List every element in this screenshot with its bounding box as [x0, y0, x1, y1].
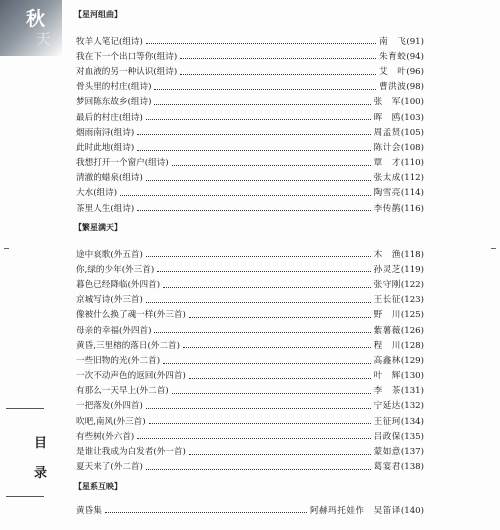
- entry-title: 有些树(外六首): [76, 431, 135, 442]
- entry-page: (94): [406, 51, 424, 62]
- entry-page: (128): [400, 340, 424, 351]
- toc-entry: [76, 244, 424, 259]
- toc-entry: [76, 259, 424, 274]
- toc-entry: [76, 46, 424, 61]
- toc-entry: [76, 320, 424, 335]
- dot-leader: [146, 180, 371, 181]
- entry-title: 黄昏,三里榕的落日(外二首): [76, 340, 180, 351]
- entry-page: (134): [400, 416, 424, 427]
- entry-author: 周孟贤: [373, 127, 401, 138]
- toc-entry: [76, 153, 424, 168]
- entry-title: 黄昏集: [76, 505, 102, 516]
- entry-page: (103): [400, 112, 424, 123]
- toc-entry: [76, 500, 424, 515]
- entry-author: 孙灵芝: [373, 264, 401, 275]
- entry-page: (125): [400, 310, 424, 321]
- entry-page: (137): [400, 447, 424, 458]
- corner-char-1: 秋: [26, 8, 47, 30]
- entry-page: (126): [400, 325, 424, 336]
- toc-entry: [76, 183, 424, 198]
- corner-char-2: 天: [36, 30, 52, 48]
- dot-leader: [189, 378, 371, 379]
- dot-leader: [146, 119, 371, 120]
- entry-author: 阿赫玛托娃作 吴笛译: [309, 505, 401, 516]
- toc-entry: [76, 441, 424, 456]
- entry-author: 王长征: [373, 295, 401, 306]
- toc-entry: [76, 305, 424, 320]
- dot-leader: [183, 347, 371, 348]
- dot-leader: [163, 287, 371, 288]
- toc-list: [76, 500, 424, 515]
- toc-list: [76, 31, 424, 213]
- dot-leader: [146, 256, 371, 257]
- entry-title: 最后的村庄(组诗): [76, 112, 143, 123]
- entry-author: 木 渔: [373, 249, 401, 260]
- entry-page: (112): [400, 173, 424, 184]
- entry-page: (130): [400, 371, 424, 382]
- entry-author: 朱育蛟: [379, 51, 407, 62]
- entry-page: (105): [400, 127, 424, 138]
- toc-entry: [76, 350, 424, 365]
- toc-entry: [76, 107, 424, 122]
- entry-title: 暮色已经降临(外四首): [76, 279, 161, 290]
- entry-author: 陶雪亮: [373, 188, 401, 199]
- entry-author: 吕政保: [373, 431, 401, 442]
- dot-leader: [137, 210, 370, 211]
- dot-leader: [154, 332, 370, 333]
- entry-page: (138): [400, 462, 424, 473]
- entry-page: (123): [400, 295, 424, 306]
- dot-leader: [180, 74, 376, 75]
- entry-title: 烟雨南浔(组诗): [76, 127, 135, 138]
- dot-leader: [180, 58, 376, 59]
- toc-entry: [76, 274, 424, 289]
- dot-leader: [189, 454, 371, 455]
- toc-entry: [76, 122, 424, 137]
- entry-page: (98): [406, 82, 424, 93]
- dot-leader: [146, 43, 376, 44]
- toc-entry: [76, 426, 424, 441]
- entry-author: 叶 辉: [373, 371, 401, 382]
- entry-page: (118): [400, 249, 424, 260]
- entry-page: (131): [400, 386, 424, 397]
- toc-entry: [76, 290, 424, 305]
- dot-leader: [137, 438, 370, 439]
- dot-leader: [154, 104, 370, 105]
- entry-author: 野 川: [373, 310, 401, 321]
- entry-page: (91): [406, 36, 424, 47]
- toc-entry: [76, 92, 424, 107]
- dot-leader: [154, 89, 376, 90]
- toc-entry: [76, 137, 424, 152]
- entry-page: (119): [400, 264, 424, 275]
- side-label-char-2: 录: [34, 466, 48, 481]
- entry-title: 你,绿的少年(外三首): [76, 264, 155, 275]
- dot-leader: [163, 363, 371, 364]
- entry-title: 母亲的幸福(外四首): [76, 325, 152, 336]
- entry-author: 王征珂: [373, 416, 401, 427]
- entry-page: (114): [400, 188, 424, 199]
- entry-title: 对血液的另一种认识(组诗): [76, 66, 178, 77]
- entry-author: 程 川: [373, 340, 401, 351]
- toc-entry: [76, 411, 424, 426]
- entry-page: (116): [400, 203, 424, 214]
- entry-title: 京城写诗(外三首): [76, 295, 143, 306]
- entry-author: 紫薯薇: [373, 325, 401, 336]
- toc-entry: [76, 396, 424, 411]
- section-header: 【星河组曲】: [74, 10, 122, 19]
- entry-page: (108): [400, 142, 424, 153]
- entry-title: 清澈的蜡泉(组诗): [76, 173, 143, 184]
- dot-leader: [157, 271, 370, 272]
- dot-leader: [189, 317, 371, 318]
- entry-title: 此时此地(组诗): [76, 142, 135, 153]
- entry-title: 梦回陈东故乡(组诗): [76, 97, 152, 108]
- dot-leader: [120, 195, 371, 196]
- entry-author: 葛宴君: [373, 462, 401, 473]
- dot-leader: [146, 302, 371, 303]
- toc-entry: [76, 31, 424, 46]
- corner-decoration: [0, 0, 62, 56]
- entry-author: 晖 鸥: [373, 112, 401, 123]
- toc-entry: [76, 168, 424, 183]
- entry-author: 陈计会: [373, 142, 401, 153]
- entry-author: 张太成: [373, 173, 401, 184]
- entry-author: 蒙如意: [373, 447, 401, 458]
- entry-title: 骨头里的村庄(组诗): [76, 82, 152, 93]
- entry-author: 张 军: [373, 97, 401, 108]
- toc-entry: [76, 77, 424, 92]
- dot-leader: [137, 150, 370, 151]
- entry-title: 一把落发(外四首): [76, 401, 143, 412]
- entry-title: 夏天来了(外二首): [76, 462, 143, 473]
- entry-title: 途中哀歌(外五首): [76, 249, 143, 260]
- sidebar-rule-top: [6, 408, 44, 409]
- entry-title: 吹吧,南风(外三首): [76, 416, 146, 427]
- toc-entry: [76, 381, 424, 396]
- toc-entry: [76, 366, 424, 381]
- dot-leader: [149, 423, 371, 424]
- entry-title: 是谁让我成为白发者(外一首): [76, 447, 186, 458]
- entry-title: 一次不动声色的返回(外四首): [76, 371, 186, 382]
- section-header: 【繁星满天】: [74, 223, 122, 232]
- dot-leader: [172, 393, 371, 394]
- entry-title: 牧羊人笔记(组诗): [76, 36, 143, 47]
- toc-list: [76, 244, 424, 472]
- entry-page: (132): [400, 401, 424, 412]
- entry-author: 高鑫林: [373, 355, 401, 366]
- entry-author: 宁延达: [373, 401, 401, 412]
- entry-author: 南 飞: [379, 36, 407, 47]
- crop-mark-left: [4, 248, 9, 249]
- toc-entry: [76, 335, 424, 350]
- entry-author: 李 茶: [373, 386, 401, 397]
- entry-title: 我想打开一个窗户(组诗): [76, 158, 169, 169]
- entry-title: 大水(组诗): [76, 188, 118, 199]
- entry-page: (96): [406, 66, 424, 77]
- crop-mark-right: [491, 248, 496, 249]
- entry-title: 有那么一天早上(外二首): [76, 386, 169, 397]
- section-header: 【星系互映】: [74, 482, 122, 491]
- entry-title: 茶里人生(组诗): [76, 203, 135, 214]
- entry-page: (122): [400, 279, 424, 290]
- entry-page: (110): [400, 158, 424, 169]
- entry-page: (140): [400, 505, 424, 516]
- entry-author: 覃 才: [373, 158, 401, 169]
- entry-page: (135): [400, 431, 424, 442]
- toc-entry: [76, 457, 424, 472]
- toc-entry: [76, 198, 424, 213]
- side-label-char-1: 目: [34, 436, 48, 451]
- entry-author: 艾 叶: [379, 66, 407, 77]
- entry-title: 像被什么换了魂一样(外三首): [76, 310, 186, 321]
- dot-leader: [105, 512, 307, 513]
- entry-title: 一些旧物的光(外二首): [76, 355, 161, 366]
- dot-leader: [137, 134, 370, 135]
- toc-entry: [76, 61, 424, 76]
- sidebar-rule-bottom: [6, 496, 44, 497]
- entry-author: 曹洪波: [379, 82, 407, 93]
- entry-author: 李传鹊: [373, 203, 401, 214]
- entry-title: 我在下一个出口等你(组诗): [76, 51, 178, 62]
- dot-leader: [172, 165, 371, 166]
- dot-leader: [146, 408, 371, 409]
- entry-author: 张守刚: [373, 279, 401, 290]
- entry-page: (129): [400, 355, 424, 366]
- entry-page: (100): [400, 97, 424, 108]
- dot-leader: [146, 469, 371, 470]
